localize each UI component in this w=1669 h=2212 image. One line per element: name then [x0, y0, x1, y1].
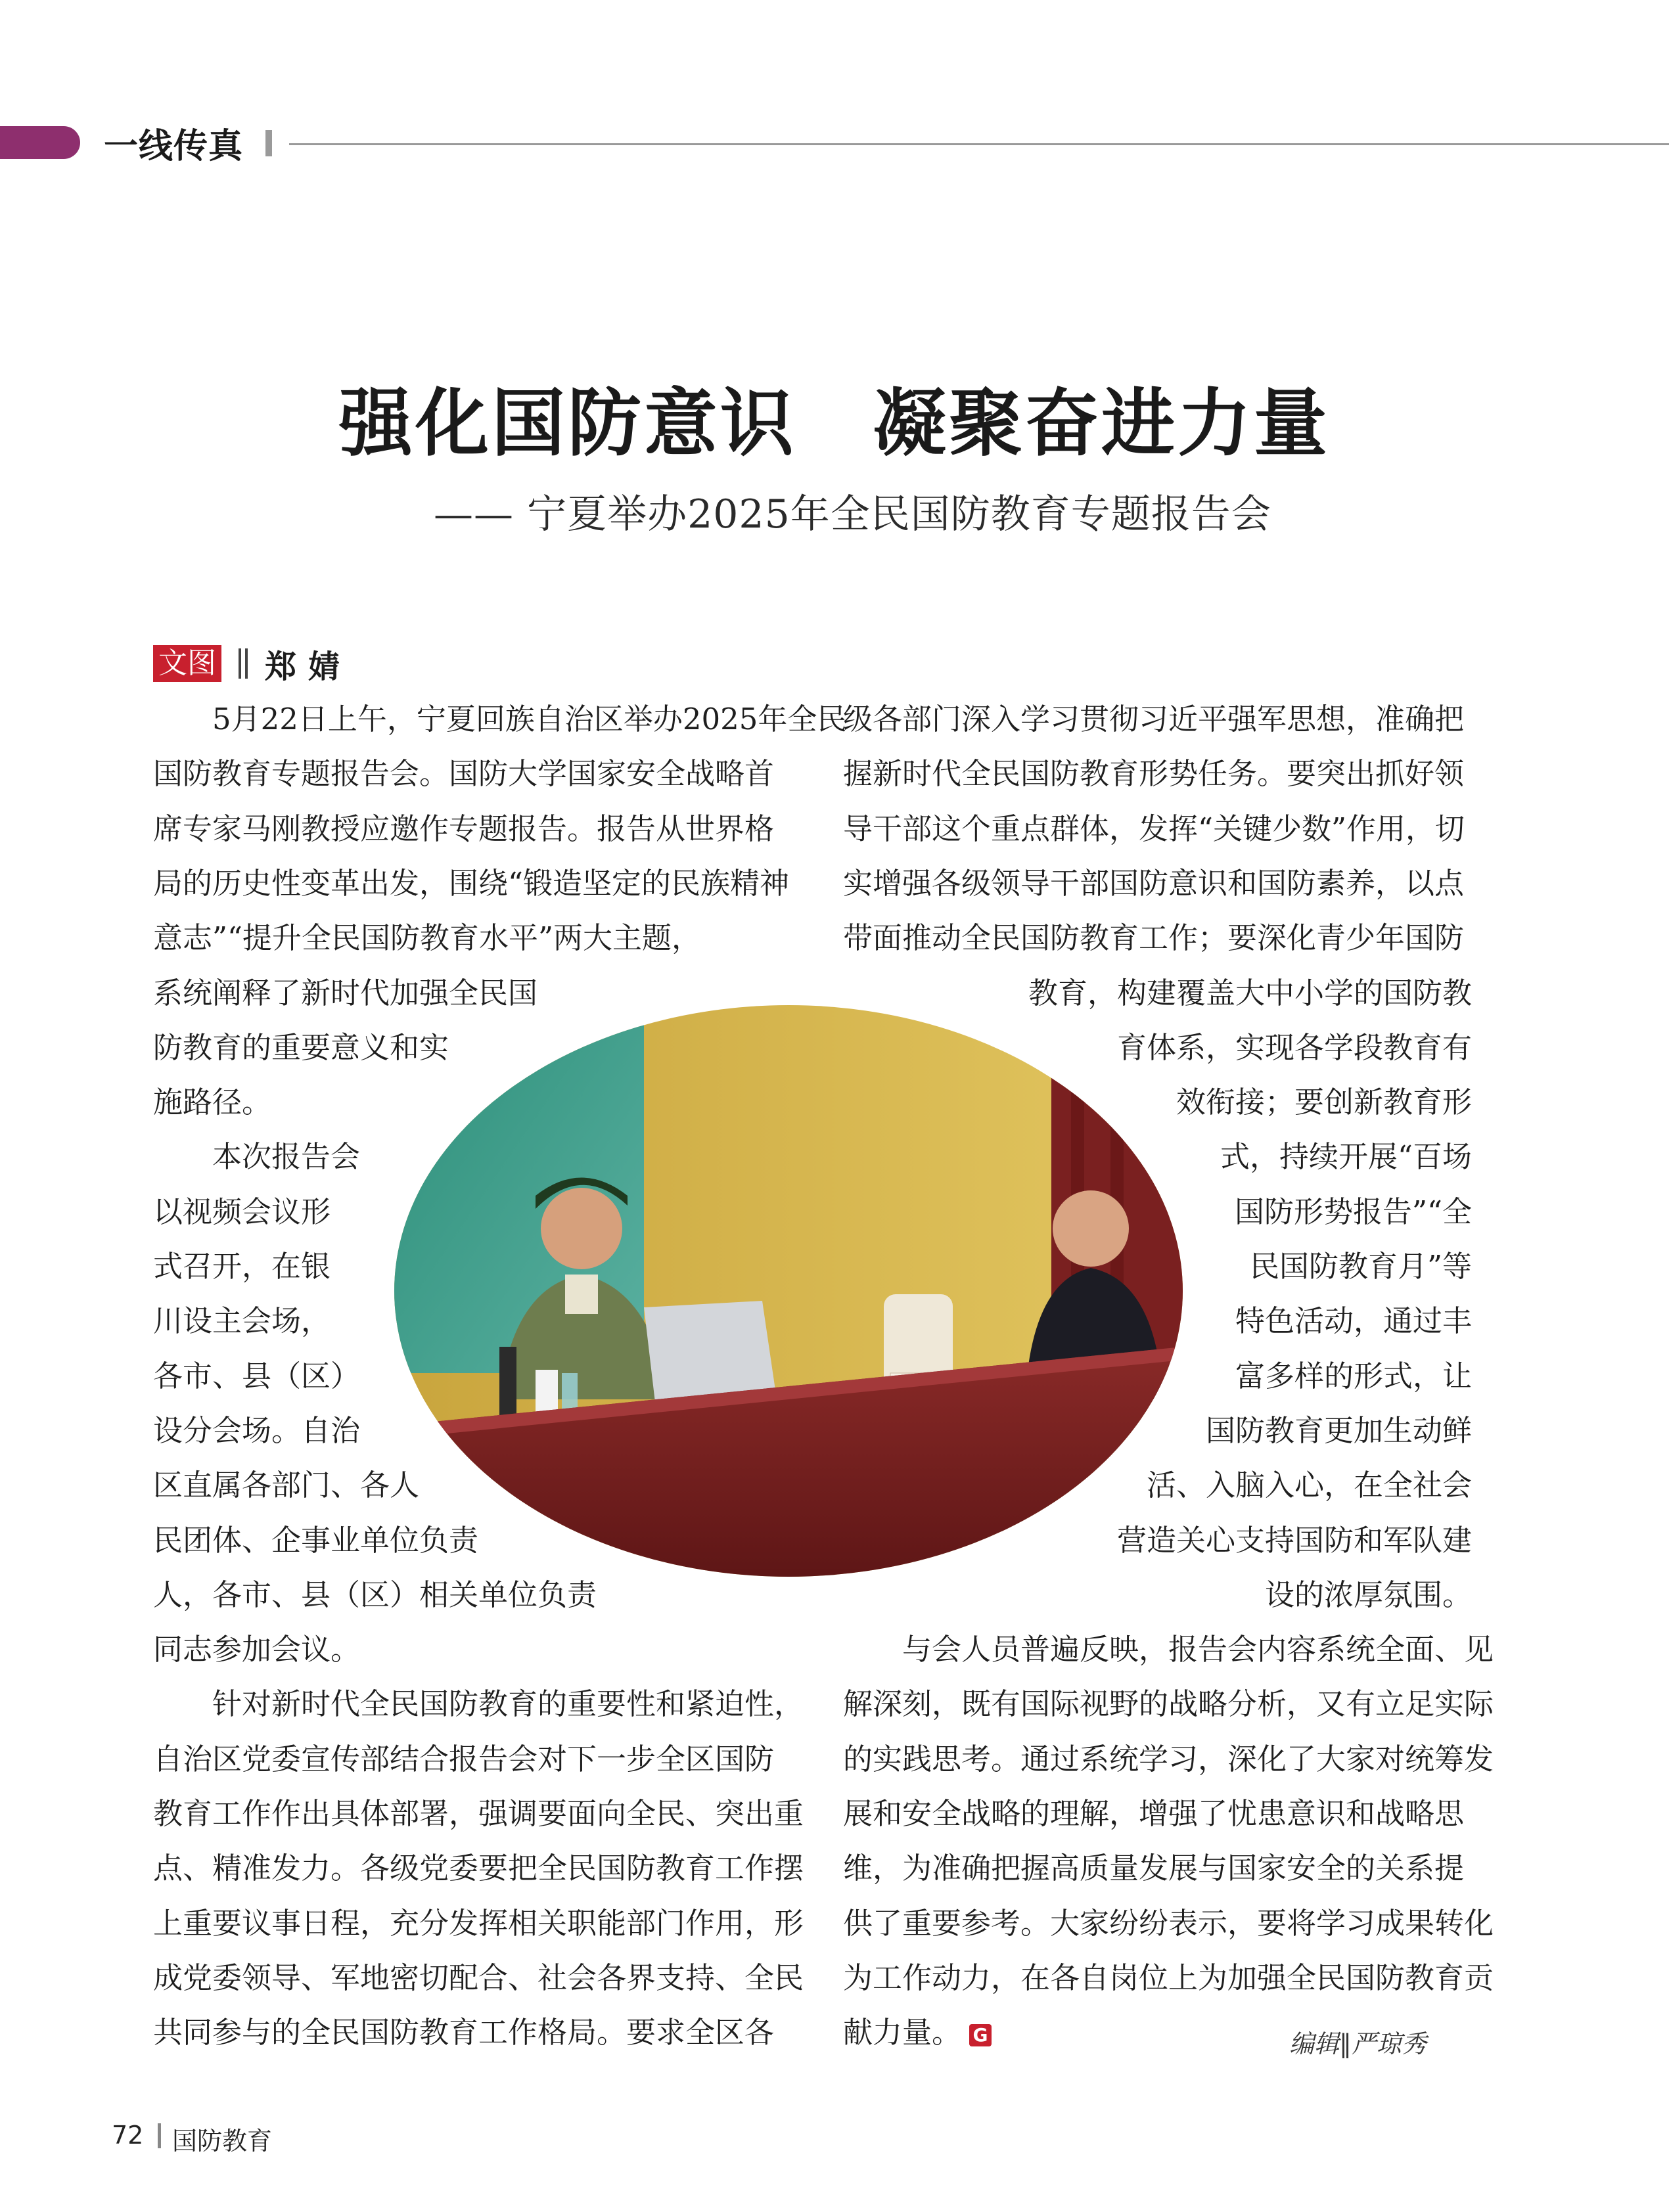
- article-line: 意志”“提升全民国防教育水平”两大主题，: [153, 920, 702, 956]
- section-color-bar: [0, 126, 80, 159]
- article-line: 本次报告会: [153, 1139, 361, 1175]
- article-line: 级各部门深入学习贯彻习近平强军思想，准确把: [843, 702, 1465, 736]
- article-line: 共同参与的全民国防教育工作格局。要求全区各: [153, 2015, 775, 2050]
- article-line: 川设主会场，: [153, 1303, 331, 1339]
- article-line: 效衔接；要创新教育形: [1176, 1085, 1472, 1120]
- article-line: 防教育的重要意义和实: [153, 1029, 449, 1065]
- article-line: 上重要议事日程，充分发挥相关职能部门作用，形: [153, 1905, 804, 1941]
- article-subtitle: —— 宁夏举办2025年全民国防教育专题报告会: [434, 491, 1271, 537]
- article-line: 国防形势报告”“全: [1234, 1194, 1472, 1229]
- byline-tag: 文图: [153, 645, 221, 682]
- conference-photo: [394, 1005, 1183, 1577]
- article-line: 同志参加会议。: [153, 1632, 361, 1667]
- article-title: 强化国防意识 凝聚奋进力量: [339, 381, 1330, 466]
- article-line: 国防教育专题报告会。国防大学国家安全战略首: [153, 756, 775, 792]
- article-line: 教育工作作出具体部署，强调要面向全民、突出重: [153, 1796, 804, 1831]
- article-line: 自治区党委宣传部结合报告会对下一步全区国防: [153, 1741, 775, 1776]
- article-line: 施路径。: [153, 1085, 272, 1120]
- article-line: 握新时代全民国防教育形势任务。要突出抓好领: [843, 756, 1465, 792]
- article-line: 席专家马刚教授应邀作专题报告。报告从世界格: [153, 811, 775, 846]
- magazine-name: 国防教育: [172, 2127, 273, 2156]
- article-line: 人，各市、县（区）相关单位负责: [153, 1577, 597, 1612]
- article-line: 针对新时代全民国防教育的重要性和紧迫性，: [153, 1686, 804, 1722]
- article-line: 维，为准确把握高质量发展与国家安全的关系提: [843, 1851, 1465, 1886]
- byline-author: 郑婧: [265, 648, 352, 685]
- article-line: 的实践思考。通过系统学习，深化了大家对统筹发: [843, 1741, 1494, 1776]
- article-line: 活、入脑入心，在全社会: [1146, 1468, 1472, 1503]
- article-line: 国防教育更加生动鲜: [1205, 1412, 1472, 1448]
- article-line: 区直属各部门、各人: [153, 1468, 420, 1503]
- article-line: 式召开，在银: [153, 1249, 331, 1284]
- section-separator: [265, 130, 272, 156]
- article-line: 供了重要参考。大家纷纷表示，要将学习成果转化: [843, 1905, 1494, 1941]
- article-line: 实增强各级领导干部国防意识和国防素养，以点: [843, 865, 1465, 901]
- article-line: 教育，构建覆盖大中小学的国防教: [1028, 975, 1472, 1010]
- article-line: 富多样的形式，让: [1235, 1358, 1472, 1393]
- article-line: 式，持续开展“百场: [1220, 1139, 1472, 1175]
- article-line: 献力量。 G: [843, 2013, 992, 2052]
- article-line: 解深刻，既有国际视野的战略分析，又有立足实际: [843, 1686, 1494, 1722]
- article-line: 带面推动全民国防教育工作；要深化青少年国防: [843, 920, 1465, 956]
- header-rule: [289, 143, 1669, 145]
- editor-credit: 编辑‖严琼秀: [1289, 2029, 1427, 2058]
- article-line: 系统阐释了新时代加强全民国: [153, 975, 538, 1010]
- article-line: 成党委领导、军地密切配合、社会各界支持、全民: [153, 1960, 804, 1995]
- page-number: 72: [112, 2121, 144, 2150]
- section-label: 一线传真: [104, 127, 244, 166]
- article-line: 设分会场。自治: [153, 1412, 361, 1448]
- article-line: 育体系，实现各学段教育有: [1116, 1029, 1472, 1065]
- article-line: 各市、县（区）: [153, 1358, 361, 1393]
- article-line: 5月22日上午，宁夏回族自治区举办2025年全民: [153, 702, 847, 736]
- article-line: 与会人员普遍反映，报告会内容系统全面、见: [843, 1632, 1494, 1667]
- article-line: 民团体、企事业单位负责: [153, 1522, 479, 1558]
- article-line: 民国防教育月”等: [1249, 1249, 1472, 1284]
- byline-separator: [239, 648, 248, 679]
- article-line: 为工作动力，在各自岗位上为加强全民国防教育贡: [843, 1960, 1494, 1995]
- article-line: 点、精准发力。各级党委要把全民国防教育工作摆: [153, 1851, 804, 1886]
- end-mark-icon: G: [969, 2024, 992, 2046]
- article-line: 营造关心支持国防和军队建: [1116, 1522, 1472, 1558]
- article-line: 以视频会议形: [153, 1194, 331, 1229]
- byline: [153, 644, 352, 683]
- article-line: 局的历史性变革出发，围绕“锻造坚定的民族精神: [153, 865, 790, 901]
- footer-separator: [158, 2123, 161, 2148]
- article-line: 导干部这个重点群体，发挥“关键少数”作用，切: [843, 811, 1465, 846]
- article-line: 展和安全战略的理解，增强了忧患意识和战略思: [843, 1796, 1465, 1831]
- article-line: 设的浓厚氛围。: [1264, 1577, 1472, 1612]
- article-line: 特色活动，通过丰: [1235, 1303, 1472, 1339]
